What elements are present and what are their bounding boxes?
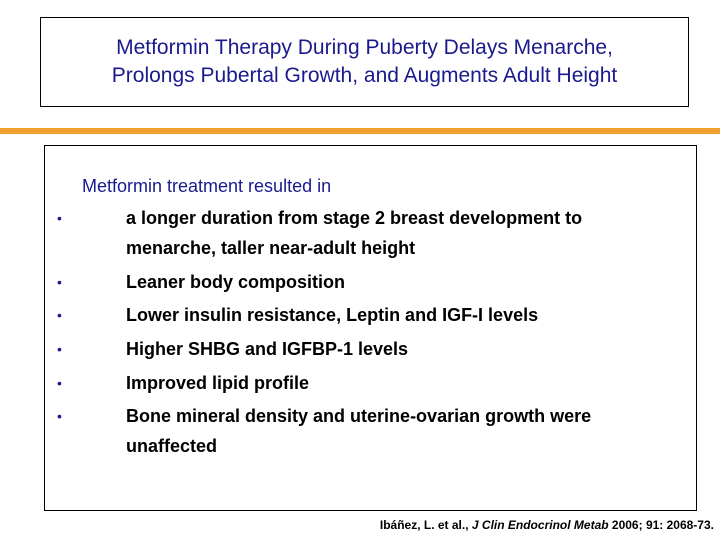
bullet-icon: • <box>57 274 62 290</box>
bullet-text <box>126 203 671 263</box>
citation-journal: J Clin Endocrinol Metab <box>471 518 609 532</box>
title-box <box>40 17 689 107</box>
bullet-line: a longer duration from stage 2 breast development to <box>126 208 583 228</box>
title-line-1: Metformin Therapy During Puberty Delays Menarche, <box>116 36 613 59</box>
bullet-line: menarche, taller near-adult height <box>126 238 416 258</box>
slide-title <box>112 34 617 90</box>
bullet-text: Improved lipid profile <box>126 373 310 393</box>
bullet-text <box>126 401 671 461</box>
citation <box>380 518 714 532</box>
accent-divider <box>0 128 720 134</box>
citation-authors: Ibáñez, L. et al., <box>379 518 472 532</box>
bullet-text: Leaner body composition <box>126 272 346 292</box>
bullet-icon: • <box>57 210 62 226</box>
title-line-2: Prolongs Pubertal Growth, and Augments Adult Height <box>111 64 618 87</box>
bullet-line: Bone mineral density and uterine-ovarian growth were <box>126 406 592 426</box>
bullet-line: unaffected <box>126 436 218 456</box>
bullet-icon: • <box>57 408 62 424</box>
bullet-text: Lower insulin resistance, Leptin and IGF-I levels <box>126 305 539 325</box>
bullet-text: Higher SHBG and IGFBP-1 levels <box>126 339 409 359</box>
intro-text: Metformin treatment resulted in <box>82 176 332 196</box>
bullet-icon: • <box>57 307 62 323</box>
bullet-icon: • <box>57 341 62 357</box>
bullet-icon: • <box>57 375 62 391</box>
citation-details: 2006; 91: 2068-73. <box>608 518 714 532</box>
